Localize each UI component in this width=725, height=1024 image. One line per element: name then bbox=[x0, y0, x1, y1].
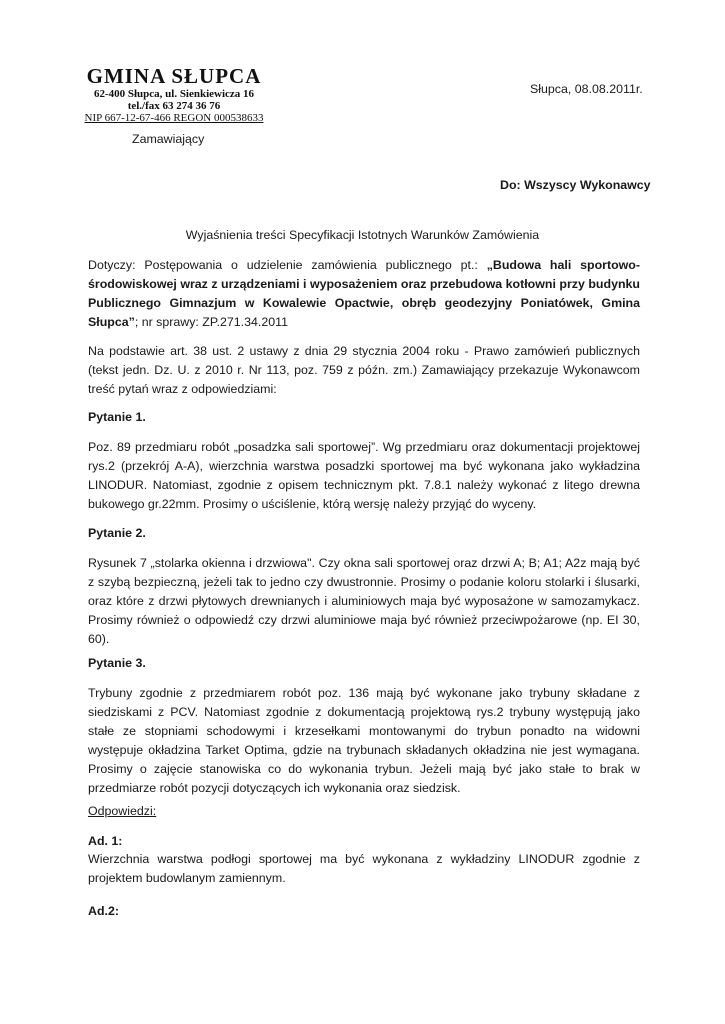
subject-title: Wyjaśnienia treści Specyfikacji Istotnych Warunków Zamówienia bbox=[185, 228, 540, 242]
question-1-text: Poz. 89 przedmiaru robót „posadzka sali sportowej”. Wg przedmiaru oraz dokumentacji projektowej rys.2 (przekrój A-A), wierzchnia warstwa posadzki sportowej ma być wykonana jako wykładzina LINODUR. Natomiast, zgodnie z opisem technicznym pkt. 7.8.1 należy wykonać z litego drewna bukowego gr.22mm. Prosimy o uściślenie, którą wersję należy przyjąć do wyceny. bbox=[88, 440, 640, 511]
question-3-heading: Pytanie 3. bbox=[88, 656, 146, 670]
answer-1-text: Wierzchnia warstwa podłogi sportowej ma być wykonana z wykładziny LINODUR zgodnie z projektem budowlanym zamiennym. bbox=[88, 852, 640, 885]
stamp-nip-regon: NIP 667-12-67-466 REGON 000538633 bbox=[84, 112, 264, 124]
question-1-heading: Pytanie 1. bbox=[88, 410, 146, 424]
question-3-text: Trybuny zgodnie z przedmiarem robót poz. 136 mają być wykonane jako trybuny składane z siedziskami z PCV. Natomiast zgodnie z dokumentacją projektową rys.2 trybuny występują jako stałe ze stopniami schodowymi i krzesełkami montowanymi do trybun ponadto na widowni występuje okładzina Tarket Optima, gdzie na trybunach składanych okładzina nie jest wymagana. Prosimy o zajęcie stanowiska co do wykonania trybun. Jeżeli mają być jako stałe to brak w przedmiarze robót pozycji dotyczących ich wykonania oraz siedzisk. bbox=[88, 686, 640, 795]
dotyczy-suffix: ; nr sprawy: ZP.271.34.2011 bbox=[134, 315, 288, 329]
stamp-title: GMINA SŁUPCA bbox=[86, 64, 262, 88]
institution-stamp bbox=[74, 64, 274, 124]
answer-2-heading: Ad.2: bbox=[88, 904, 119, 918]
question-2-heading: Pytanie 2. bbox=[88, 526, 146, 540]
answers-heading: Odpowiedzi: bbox=[88, 804, 157, 818]
intro-paragraph: Na podstawie art. 38 ust. 2 ustawy z dnia 29 stycznia 2004 roku - Prawo zamówień publicznych (tekst jedn. Dz. U. z 2010 r. Nr 113, poz. 759 z późn. zm.) Zamawiający przekazuje Wykonawcom treść pytań wraz z odpowiedziami: bbox=[88, 344, 640, 396]
stamp-role: Zamawiający bbox=[132, 132, 205, 146]
stamp-phone: tel./fax 63 274 36 76 bbox=[127, 100, 221, 112]
dotyczy-title: „Budowa hali sportowo-środowiskowej wraz z urządzeniami i wyposażeniem oraz przebudowa kotłowni przy budynku Publicznego Gimnazjum w Kowalewie Opactwie, obręb geodezyjny Poniatówek, Gmina Słupca” bbox=[88, 258, 640, 329]
question-2-text: Rysunek 7 „stolarka okienna i drzwiowa". Czy okna sali sportowej oraz drzwi A; B; A1; A2z mają być z szybą bezpieczną, jeżeli tak to jedno czy dwustronnie. Prosimy o podanie koloru stolarki i ślusarki, oraz które z drzwi płytowych drewnianych i aluminiowych maja być wyposażone w samozamykacz. Prosimy również o odpowiedź czy drzwi aluminiowe maja być również przeciwpożarowe (np. EI 30, 60). bbox=[88, 556, 640, 646]
answer-1-heading: Ad. 1: bbox=[88, 834, 123, 848]
stamp-address: 62-400 Słupca, ul. Sienkiewicza 16 bbox=[93, 88, 255, 100]
addressee: Do: Wszyscy Wykonawcy bbox=[500, 178, 651, 192]
dotyczy-paragraph bbox=[88, 256, 640, 332]
dotyczy-prefix: Dotyczy: Postępowania o udzielenie zamówienia publicznego pt.: bbox=[88, 258, 487, 272]
place-date: Słupca, 08.08.2011r. bbox=[530, 82, 643, 96]
